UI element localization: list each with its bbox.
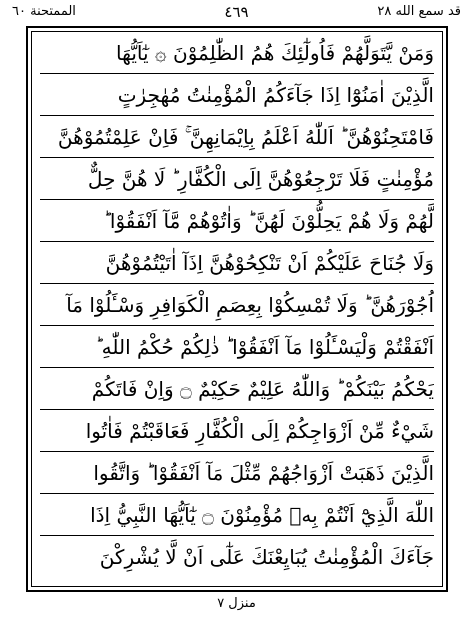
text-line-3: فَامْتَحِنُوْهُنَّ ؕ اَللّٰهُ اَعْلَمُ بِاِيْمَانِهِنَّ ۚ فَاِنْ عَلِمْتُمُوْهُنَّ: [40, 116, 434, 158]
text-line-12: اللّٰهَ الَّذِيْٓ اَنْتُمْ بِهٖ مُؤْمِنُوْنَ ۝ يٰٓاَيُّهَا النَّبِيُّ اِذَا: [40, 494, 434, 536]
text-line-11: الَّذِيْنَ ذَهَبَتْ اَزْوَاجُهُمْ مِّثْلَ مَآ اَنْفَقُوْا ؕ وَاتَّقُوا: [40, 452, 434, 494]
text-line-1: وَمَنْ يَّتَوَلَّهُمْ فَاُولٰٓئِكَ هُمُ الظّٰلِمُوْنَ ۞ يٰٓاَيُّهَا: [40, 32, 434, 74]
manzil-footer: منزل ٧: [217, 596, 256, 611]
text-line-8: اَنْفَقْتُمْ وَلْيَسْـَٔلُوْا مَآ اَنْفَقُوْا ؕ ذٰلِكُمْ حُكْمُ اللّٰهِ ؕ: [40, 326, 434, 368]
text-frame: [26, 26, 448, 592]
juz-label: قد سمع الله ٢٨: [377, 4, 461, 19]
text-line-10: شَيْءٌ مِّنْ اَزْوَاجِكُمْ اِلَى الْكُفَّارِ فَعَاقَبْتُمْ فَاٰتُوا: [40, 410, 434, 452]
text-line-9: يَحْكُمُ بَيْنَكُمْ ؕ وَاللّٰهُ عَلِيْمٌ حَكِيْمٌ ۝ وَاِنْ فَاتَكُمْ: [40, 368, 434, 410]
text-line-13: جَآءَكَ الْمُؤْمِنٰتُ يُبَايِعْنَكَ عَلٰٓى اَنْ لَّا يُشْرِكْنَ: [99, 544, 434, 569]
surah-label: الممتحنة ٦٠: [12, 4, 76, 19]
text-line-7: اُجُوْرَهُنَّ ؕ وَلَا تُمْسِكُوْا بِعِصَمِ الْكَوَافِرِ وَسْـَٔلُوْا مَآ: [40, 284, 434, 326]
text-line-6: وَلَا جُنَاحَ عَلَيْكُمْ اَنْ تَنْكِحُوْهُنَّ اِذَآ اٰتَيْتُمُوْهُنَّ: [40, 242, 434, 284]
page-number: ٤٦٩: [224, 3, 249, 21]
text-line-4: مُؤْمِنٰتٍ فَلَا تَرْجِعُوْهُنَّ اِلَى الْكُفَّارِ ؕ لَا هُنَّ حِلٌّ: [40, 158, 434, 200]
text-frame-inner: [31, 31, 443, 587]
page-header: [8, 2, 465, 28]
text-line-5: لَّهُمْ وَلَا هُمْ يَحِلُّوْنَ لَهُنَّ ؕ وَاٰتُوْهُمْ مَّآ اَنْفَقُوْا ؕ: [40, 200, 434, 242]
text-line-2: الَّذِيْنَ اٰمَنُوْٓا اِذَا جَآءَكُمُ الْمُؤْمِنٰتُ مُهٰجِرٰتٍ: [40, 74, 434, 116]
